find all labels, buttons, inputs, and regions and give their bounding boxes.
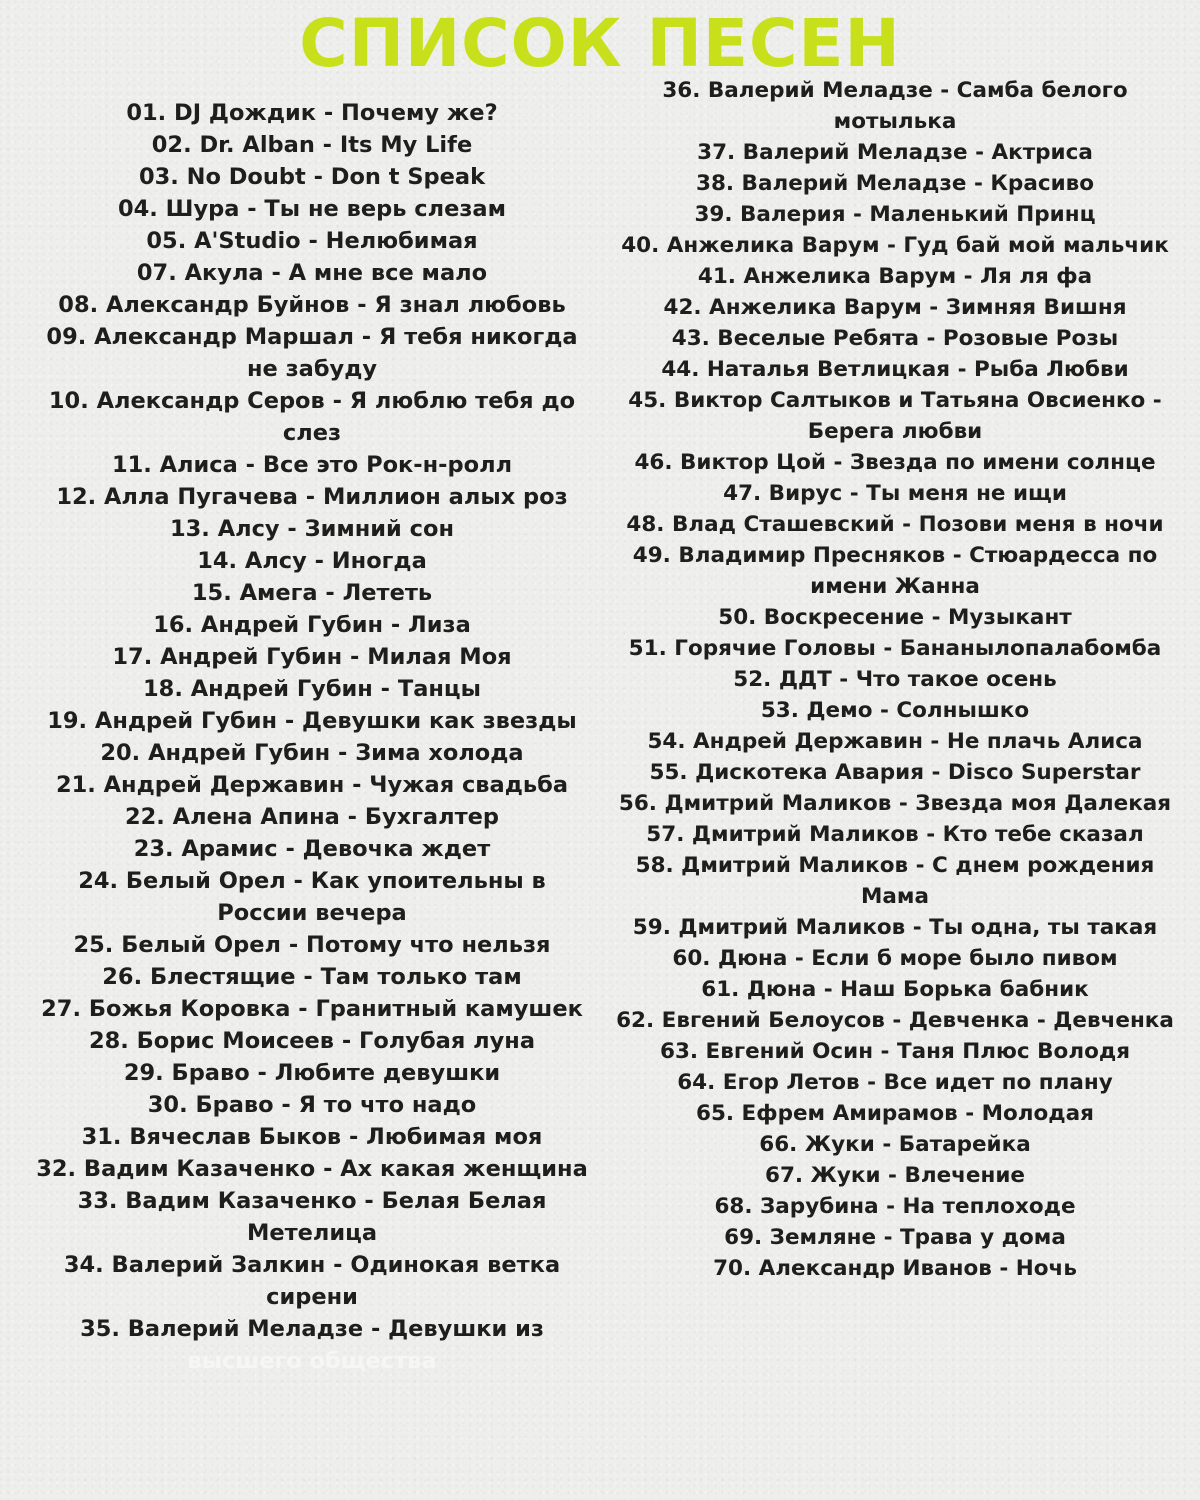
list-item: 34. Валерий Залкин - Одинокая ветка сирени — [63, 1252, 561, 1310]
list-item: 56. Дмитрий Маликов - Звезда моя Далекая — [618, 791, 1172, 816]
list-item: 63. Евгений Осин - Таня Плюс Володя — [659, 1039, 1131, 1064]
list-item: 51. Горячие Головы - Бананылопалабомба — [628, 636, 1162, 661]
list-item: 67. Жуки - Влечение — [764, 1163, 1025, 1188]
list-item: 17. Андрей Губин - Милая Моя — [112, 644, 512, 670]
list-item-faded-continuation: высшего общества — [187, 1348, 437, 1374]
list-item: 04. Шура - Ты не верь слезам — [117, 196, 506, 222]
list-item: 35. Валерий Меладзе - Девушки из — [80, 1316, 544, 1342]
song-list-right — [612, 75, 1178, 1284]
list-item: 03. No Doubt - Don t Speak — [138, 164, 486, 190]
list-item: 10. Александр Серов - Я люблю тебя до слез — [48, 388, 576, 446]
list-item: 11. Алиса - Все это Рок-н-ролл — [111, 452, 513, 478]
list-item: 64. Егор Летов - Все идет по плану — [677, 1070, 1113, 1095]
list-item: 44. Наталья Ветлицкая - Рыба Любви — [661, 357, 1129, 382]
list-item: 66. Жуки - Батарейка — [759, 1132, 1031, 1157]
list-item: 45. Виктор Салтыков и Татьяна Овсиенко - Берега любви — [628, 388, 1162, 444]
page-title: СПИСОК ПЕСЕН — [299, 5, 901, 82]
list-item: 08. Александр Буйнов - Я знал любовь — [58, 292, 566, 318]
list-item: 29. Браво - Любите девушки — [123, 1060, 501, 1086]
list-item: 18. Андрей Губин - Танцы — [143, 676, 481, 702]
list-item: 37. Валерий Меладзе - Актриса — [697, 140, 1093, 165]
list-item: 01. DJ Дождик - Почему же? — [126, 100, 498, 126]
list-item: 33. Вадим Казаченко - Белая Белая Метелица — [77, 1188, 547, 1246]
list-item: 50. Воскресение - Музыкант — [718, 605, 1072, 630]
list-item: 60. Дюна - Если б море было пивом — [672, 946, 1118, 971]
list-item: 31. Вячеслав Быков - Любимая моя — [81, 1124, 543, 1150]
list-item: 25. Белый Орел - Потому что нельзя — [73, 932, 551, 958]
list-item: 23. Арамис - Девочка ждет — [133, 836, 491, 862]
list-item: 47. Вирус - Ты меня не ищи — [723, 481, 1067, 506]
list-item: 68. Зарубина - На теплоходе — [714, 1194, 1076, 1219]
list-item: 42. Анжелика Варум - Зимняя Вишня — [663, 295, 1127, 320]
list-item: 57. Дмитрий Маликов - Кто тебе сказал — [646, 822, 1144, 847]
list-item: 28. Борис Моисеев - Голубая луна — [88, 1028, 536, 1054]
list-item: 02. Dr. Alban - Its My Life — [151, 132, 473, 158]
list-item: 26. Блестящие - Там только там — [102, 964, 522, 990]
list-item: 54. Андрей Державин - Не плачь Алиса — [647, 729, 1143, 754]
list-item: 40. Анжелика Варум - Гуд бай мой мальчик — [621, 233, 1169, 258]
list-item: 24. Белый Орел - Как упоительны в России вечера — [78, 868, 546, 926]
list-item: 05. A'Studio - Нелюбимая — [146, 228, 478, 254]
list-item: 43. Веселые Ребята - Розовые Розы — [671, 326, 1119, 351]
list-item: 65. Ефрем Амирамов - Молодая — [695, 1101, 1094, 1126]
list-item: 41. Анжелика Варум - Ля ля фа — [697, 264, 1093, 289]
list-item: 19. Андрей Губин - Девушки как звезды — [47, 708, 577, 734]
list-item: 16. Андрей Губин - Лиза — [153, 612, 471, 638]
list-item: 38. Валерий Меладзе - Красиво — [695, 171, 1095, 196]
list-item: 14. Алсу - Иногда — [197, 548, 427, 574]
list-item: 69. Земляне - Трава у дома — [724, 1225, 1066, 1250]
list-item: 13. Алсу - Зимний сон — [170, 516, 454, 542]
list-item: 52. ДДТ - Что такое осень — [733, 667, 1057, 692]
list-item: 55. Дискотека Авария - Disco Superstar — [649, 760, 1141, 785]
list-item: 58. Дмитрий Маликов - С днем рождения Мама — [635, 853, 1155, 909]
list-item: 39. Валерия - Маленький Принц — [694, 202, 1096, 227]
list-item: 36. Валерий Меладзе - Самба белого мотылька — [662, 78, 1128, 134]
list-item: 62. Евгений Белоусов - Девченка - Девченка — [616, 1008, 1174, 1033]
list-item: 21. Андрей Державин - Чужая свадьба — [55, 772, 569, 798]
list-item: 09. Александр Маршал - Я тебя никогда не забуду — [46, 324, 578, 382]
list-item: 32. Вадим Казаченко - Ах какая женщина — [36, 1156, 588, 1182]
list-item: 15. Амега - Лететь — [191, 580, 433, 606]
list-item: 53. Демо - Солнышко — [760, 698, 1030, 723]
list-item: 22. Алена Апина - Бухгалтер — [124, 804, 500, 830]
list-item: 46. Виктор Цой - Звезда по имени солнце — [634, 450, 1156, 475]
song-list-left — [30, 97, 594, 1377]
list-item: 20. Андрей Губин - Зима холода — [100, 740, 524, 766]
list-item: 59. Дмитрий Маликов - Ты одна, ты такая — [632, 915, 1158, 940]
list-item: 27. Божья Коровка - Гранитный камушек — [41, 996, 583, 1022]
list-item: 70. Александр Иванов - Ночь — [713, 1256, 1077, 1281]
list-item: 30. Браво - Я то что надо — [147, 1092, 477, 1118]
list-item: 49. Владимир Пресняков - Стюардесса по имени Жанна — [632, 543, 1158, 599]
list-item: 12. Алла Пугачева - Миллион алых роз — [56, 484, 568, 510]
list-item: 61. Дюна - Наш Борька бабник — [701, 977, 1089, 1002]
list-item: 48. Влад Сташевский - Позови меня в ночи — [626, 512, 1164, 537]
list-item: 07. Акула - А мне все мало — [136, 260, 488, 286]
